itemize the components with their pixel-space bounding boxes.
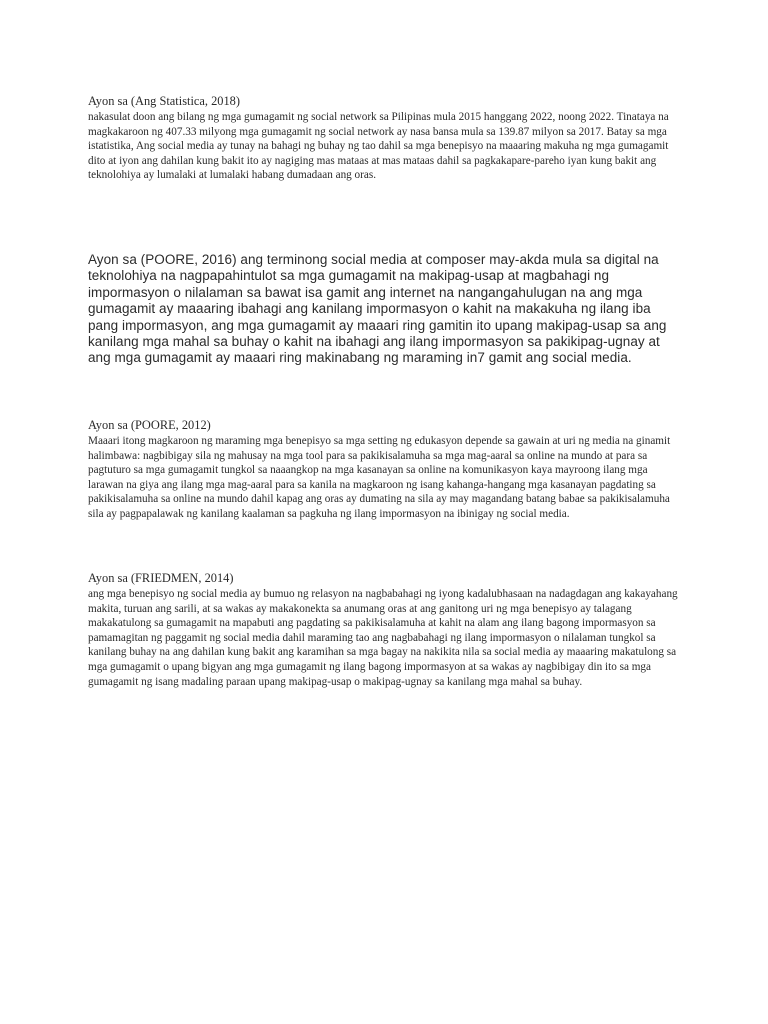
- paragraph-body: nakasulat doon ang bilang ng mga gumagamit ng social network sa Pilipinas mula 2015 hanggang 2022, noong 2022. Tinataya na magkakaroon ng 407.33 milyong mga gumagamit ng social network ay nasa bansa mula sa 139.87 milyon sa 2017. Batay sa mga istatistika, Ang social media ay tunay na bahagi ng buhay ng tao dahil sa mga benepisyo na maaaring makuha ng mga gumagamit dito at iyon ang dahilan kung bakit ito ay nagiging mas mataas at mas mataas dahil sa pagkakapare-pareho iyan kung bakit ang teknolohiya ay lumalaki at lumalaki habang dumadaan ang oras.: [88, 111, 669, 182]
- paragraph-body: Ayon sa (POORE, 2016) ang terminong social media at composer may-akda mula sa digital na teknolohiya na nagpapahintulot sa mga gumagamit na makipag-usap at magbahagi ng impormasyon o nilalaman sa bawat isa gamit ang internet na nangangahulugan na ang mga gumagamit ay maaaring ibahagi ang kanilang impormasyon o kahit na makakuha ng ilang iba pang impormasyon, ang mga gumagamit ay maaari ring gamitin ito upang makipag-usap sa ang kanilang mga mahal sa buhay o kahit na ibahagi ang ilang impormasyon sa pakikipag-ugnay at ang mga gumagamit ay maaari ring makinabang ng maraming in7 gamit ang social media.: [88, 252, 667, 366]
- paragraph-poore-2016: [88, 252, 683, 367]
- paragraph-body: Maaari itong magkaroon ng maraming mga benepisyo sa mga setting ng edukasyon depende sa gawain at uri ng media na ginamit halimbawa: nagbibigay sila ng mahusay na mga tool para sa pakikisalamuha sa mga mag-aaral sa online na mundo at para sa pagtuturo sa mga gumagamit tungkol sa naaangkop na mga kasanayan sa online na komunikasyon kaya mayroong ilang mga larawan na giya ang ilang mga mag-aaral para sa kanila na magkaroon ng isang kahanga-hangang mga kasanayan pagdating sa pakikisalamuha sa online na mundo dahil kapag ang oras ay dumating na sila ay may magandang batang babae sa pakikisalamuha sila ay pagpapalawak ng kanilang kaalaman sa pagkuha ng ilang impormasyon na ibinigay ng social media.: [88, 435, 671, 520]
- paragraph-heading: Ayon sa (FRIEDMEN, 2014): [88, 571, 234, 585]
- paragraph-body: ang mga benepisyo ng social media ay bumuo ng relasyon na nagbabahagi ng iyong kadalubhasaan na nadagdagan ang kakayahang makita, turuan ang sarili, at sa wakas ay makakonekta sa anumang oras at ang ganitong uri ng mga benepisyo ay talagang makakatulong sa gumagamit na mapabuti ang pagdating sa pakikisalamuha at kahit na alam ang ilang bagong impormasyon sa pamamagitan ng paggamit ng social media dahil maraming tao ang nagbabahagi ng ilang impormasyon o nilalaman tungkol sa kanilang buhay na ang dahilan kung bakit ang karamihan sa mga bagay na nakikita nila sa social media ay maaaring makatulong sa mga gumagamit o upang bigyan ang mga gumagamit ng ilang bagong impormasyon at sa wakas ay nagbibigay din ito sa mga gumagamit ng isang madaling paraan upang makipag-usap o makipag-ugnay sa kanilang mga mahal sa buhay.: [88, 588, 678, 688]
- paragraph-heading: Ayon sa (POORE, 2012): [88, 418, 211, 432]
- paragraph-heading: Ayon sa (Ang Statistica, 2018): [88, 94, 241, 108]
- paragraph-friedmen-2014: [88, 571, 683, 689]
- paragraph-ang-statistica-2018: [88, 94, 683, 183]
- paragraph-poore-2012: [88, 418, 683, 522]
